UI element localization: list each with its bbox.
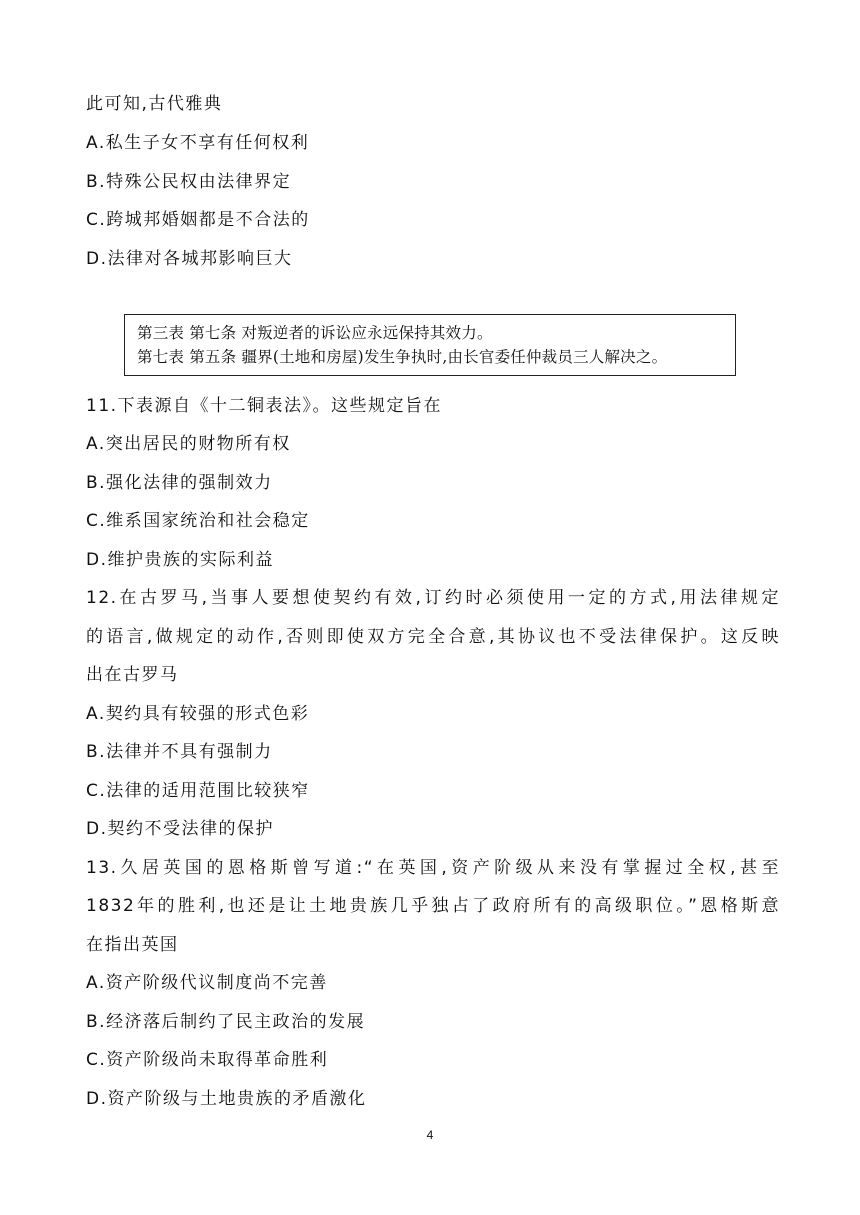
q11-option-b: B.强化法律的强制效力: [86, 473, 273, 493]
q10-option-d: D.法律对各城邦影响巨大: [86, 249, 293, 269]
q10-stem-end: 此可知,古代雅典: [86, 94, 223, 114]
q11-stem: 11.下表源自《十二铜表法》。这些规定旨在: [86, 396, 443, 416]
material-line-2: 第七表 第五条 疆界(土地和房屋)发生争执时,由长官委任仲裁员三人解决之。: [137, 348, 668, 366]
q13-option-c: C.资产阶级尚未取得革命胜利: [86, 1050, 329, 1070]
q12-stem-line-3: 出在古罗马: [86, 665, 179, 685]
material-line-1: 第三表 第七条 对叛逆者的诉讼应永远保持其效力。: [137, 324, 493, 342]
q13-stem-line-3: 在指出英国: [86, 935, 179, 955]
material-box: [124, 314, 736, 376]
q12-stem-line-2: 的语言,做规定的动作,否则即使双方完全合意,其协议也不受法律保护。这反映: [86, 627, 780, 647]
q12-option-d: D.契约不受法律的保护: [86, 819, 274, 839]
q12-stem-line-1: 12.在古罗马,当事人要想使契约有效,订约时必须使用一定的方式,用法律规定: [86, 588, 780, 608]
q12-option-b: B.法律并不具有强制力: [86, 742, 273, 762]
q11-option-a: A.突出居民的财物所有权: [86, 434, 291, 454]
q13-stem-line-1: 13.久居英国的恩格斯曾写道:“在英国,资产阶级从来没有掌握过全权,甚至: [86, 858, 780, 878]
page-number: 4: [426, 1128, 434, 1142]
q11-option-c: C.维系国家统治和社会稳定: [86, 511, 310, 531]
q13-option-a: A.资产阶级代议制度尚不完善: [86, 973, 328, 993]
q13-option-d: D.资产阶级与土地贵族的矛盾激化: [86, 1089, 367, 1109]
q13-stem-line-2: 1832年的胜利,也还是让土地贵族几乎独占了政府所有的高级职位。”恩格斯意: [86, 896, 780, 916]
q13-option-b: B.经济落后制约了民主政治的发展: [86, 1012, 366, 1032]
q11-option-d: D.维护贵族的实际利益: [86, 550, 274, 570]
q10-option-c: C.跨城邦婚姻都是不合法的: [86, 210, 310, 230]
q10-option-b: B.特殊公民权由法律界定: [86, 172, 292, 192]
q12-option-a: A.契约具有较强的形式色彩: [86, 704, 310, 724]
q12-option-c: C.法律的适用范围比较狭窄: [86, 781, 310, 801]
q10-option-a: A.私生子女不享有任何权利: [86, 133, 310, 153]
